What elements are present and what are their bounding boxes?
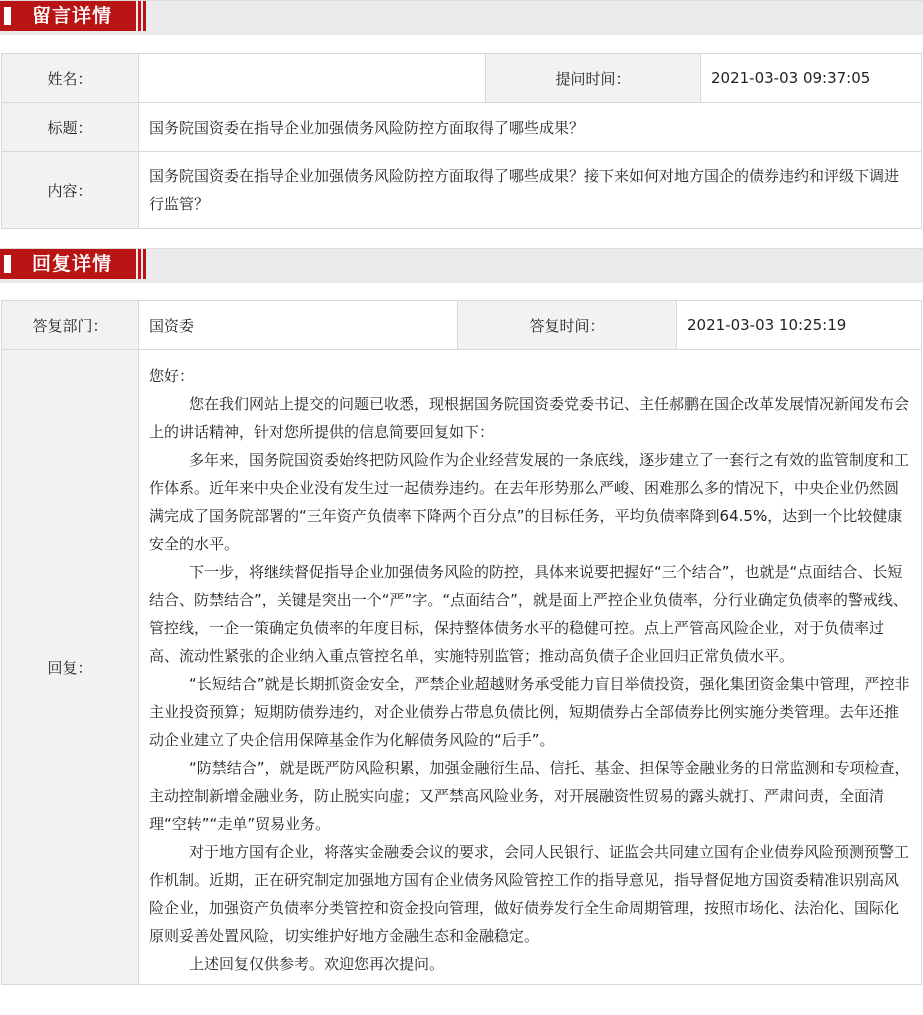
table-row [2, 350, 922, 985]
message-table [1, 53, 922, 229]
reply-paragraph: 下一步，将继续督促指导企业加强债务风险的防控，具体来说要把握好“三个结合”，也就是“点面结合、长短结合、防禁结合”，关键是突出一个“严”字。“点面结合”，就是面上严控企业负债率，分行业确定负债率的警戒线、管控线，一企一策确定负债率的年度目标，保持整体债务水平的稳健可控。点上严管高风险企业，对于负债率过高、流动性紧张的企业纳入重点管控名单，实施特别监管；推动高负债子企业回归正常负债水平。 [149, 563, 908, 665]
message-section-header [0, 0, 923, 35]
name-label: 姓名： [2, 54, 139, 103]
message-section-title: 留言详情 [0, 1, 136, 31]
reply-greeting: 您好： [149, 367, 195, 385]
reply-time-label: 答复时间： [458, 301, 677, 350]
reply-label: 回复： [2, 350, 139, 985]
reply-section-title: 回复详情 [0, 249, 136, 279]
reply-table [1, 300, 922, 985]
header-stripe [138, 249, 141, 279]
content-label: 内容： [2, 152, 139, 229]
name-value [139, 54, 486, 103]
reply-paragraph: 上述回复仅供参考。欢迎您再次提问。 [189, 955, 445, 973]
header-stripe [143, 1, 146, 31]
table-row [2, 301, 922, 350]
table-row [2, 103, 922, 152]
ask-time-value: 2021-03-03 09:37:05 [701, 54, 922, 103]
reply-body [139, 350, 922, 985]
reply-paragraph: “防禁结合”，就是既严防风险积累，加强金融衍生品、信托、基金、担保等金融业务的日常监测和专项检查，主动控制新增金融业务，防止脱实向虚；又严禁高风险业务，对开展融资性贸易的露头就打、严肃问责，全面清理“空转”“走单”贸易业务。 [149, 759, 910, 833]
ask-time-label: 提问时间： [486, 54, 701, 103]
subject-label: 标题： [2, 103, 139, 152]
dept-label: 答复部门： [2, 301, 139, 350]
table-row [2, 152, 922, 229]
reply-paragraph: 您在我们网站上提交的问题已收悉，现根据国务院国资委党委书记、主任郝鹏在国企改革发展情况新闻发布会上的讲话精神，针对您所提供的信息简要回复如下： [149, 395, 910, 441]
dept-value: 国资委 [139, 301, 458, 350]
reply-paragraph: 对于地方国有企业，将落实金融委会议的要求，会同人民银行、证监会共同建立国有企业债券风险预测预警工作机制。近期，正在研究制定加强地方国有企业债务风险管控工作的指导意见，指导督促地方国资委精准识别高风险企业，加强资产负债率分类管控和资金投向管理，做好债券发行全生命周期管理，按照市场化、法治化、国际化原则妥善处置风险，切实维护好地方金融生态和金融稳定。 [149, 843, 910, 945]
table-row [2, 54, 922, 103]
content-value: 国务院国资委在指导企业加强债务风险防控方面取得了哪些成果？接下来如何对地方国企的债券违约和评级下调进行监管？ [139, 152, 922, 229]
reply-time-value: 2021-03-03 10:25:19 [677, 301, 922, 350]
reply-paragraph: 多年来，国务院国资委始终把防风险作为企业经营发展的一条底线，逐步建立了一套行之有效的监管制度和工作体系。近年来中央企业没有发生过一起债券违约。在去年形势那么严峻、困难那么多的情况下，中央企业仍然圆满完成了国务院部署的“三年资产负债率下降两个百分点”的目标任务，平均负债率降到64.5%，达到一个比较健康安全的水平。 [149, 451, 910, 553]
reply-section-header [0, 248, 923, 283]
reply-paragraph: “长短结合”就是长期抓资金安全，严禁企业超越财务承受能力盲目举债投资，强化集团资金集中管理，严控非主业投资预算；短期防债券违约，对企业债券占带息负债比例，短期债券占全部债券比例实施分类管理。去年还推动企业建立了央企信用保障基金作为化解债务风险的“后手”。 [149, 675, 910, 749]
header-stripe [138, 1, 141, 31]
subject-value: 国务院国资委在指导企业加强债务风险防控方面取得了哪些成果？ [139, 103, 922, 152]
header-stripe [143, 249, 146, 279]
